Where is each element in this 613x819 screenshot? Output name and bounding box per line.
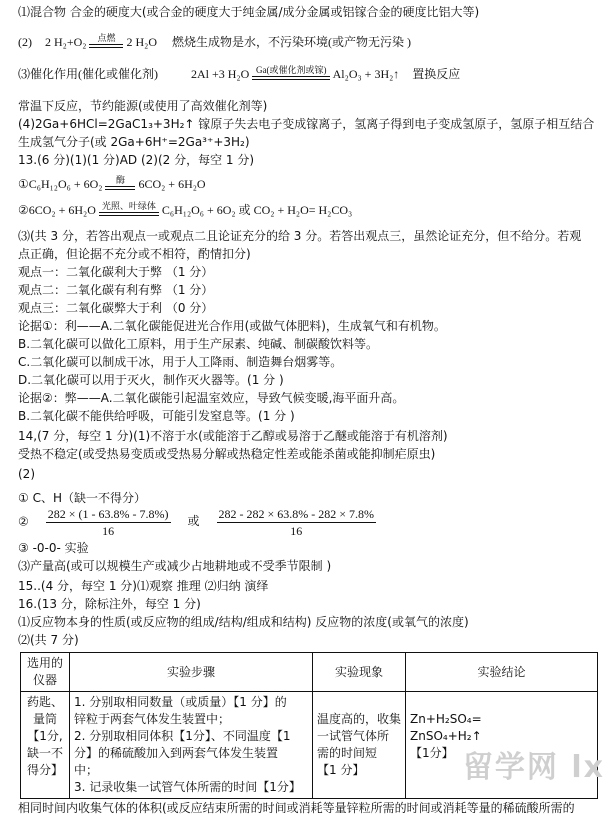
cell-line: 1. 分别取相同数量（或质量）【1 分】的: [74, 695, 287, 709]
line-5: (4)2Ga+6HCl=2GaC1₃+3H₂↑ 镓原子失去电子变成镓离子，氢离子得到电子变成氢原子，氢原子相互结合: [18, 117, 595, 131]
cell-line: 【1分,: [27, 729, 63, 743]
header-conclusion: 实验结论: [406, 653, 598, 692]
cell-line: 量筒: [32, 712, 57, 726]
line-1: ⑴混合物 合金的硬度大(或合金的硬度大于纯金属/成分金属或铝镓合金的硬度比铝大等): [18, 5, 480, 19]
line-22: 受热不稳定(或受热易变质或受热易分解或热稳定性差或能杀菌或能抑制疟原虫): [18, 447, 436, 461]
eq-photo-arrow: [99, 202, 159, 216]
line-8: [18, 176, 607, 192]
cell-line: 中；: [74, 763, 99, 777]
eq-glucose-left: ①C₆H₁₂O₆ + 6O₂: [18, 177, 103, 191]
watermark-logo: 留学网 lx: [462, 750, 605, 785]
line-25-or: 或: [187, 514, 200, 529]
fraction-2: [217, 506, 377, 539]
cell-line: 需的时间短: [317, 746, 378, 760]
fraction-1: [46, 506, 171, 539]
line-4: 常温下反应，节约能源(或使用了高效催化剂等): [18, 99, 268, 113]
line-26: ③ -0-0- 实验: [18, 541, 89, 555]
line-20: B.二氧化碳不能供给呼吸，可能引发窒息等。(1 分 ): [18, 409, 295, 423]
eq-h2-right: 2 H₂O: [126, 35, 157, 49]
line-7: 13.(6 分)(1)(1 分)AD (2)(2 分，每空 1 分): [18, 153, 255, 167]
table-header-row: [21, 653, 598, 692]
line-9: [18, 202, 607, 218]
eq-h2-left: 2 H₂+O₂: [45, 35, 87, 49]
eq-glucose-condition: 酶: [115, 175, 125, 185]
cell-line: ZnSO₄+H₂↑: [410, 729, 482, 743]
eq-al-left: 2Al +3 H₂O: [191, 67, 250, 81]
line-17: C.二氧化碳可以制成干冰，用于人工降雨、制造舞台烟雾等。: [18, 355, 343, 369]
eq-photo-left: ②6CO₂ + 6H₂O: [18, 203, 96, 217]
line-10: ⑶(共 3 分，若答出观点一或观点二且论证充分的给 3 分。若答出观点三，虽然论证充分，但不给分。若观: [18, 229, 582, 243]
cell-line: Zn+H₂SO₄=: [410, 712, 482, 726]
eq-glucose-right: 6CO₂ + 6H₂O: [138, 177, 206, 191]
line-16: B.二氧化碳可以做化工原料，用于生产尿素、纯碱、制碳酸饮料等。: [18, 337, 379, 351]
line-21: 14,(7 分，每空 1 分)(1)不溶于水(或能溶于乙醇或易溶于乙醚或能溶于有机溶剂): [18, 429, 448, 443]
line-29: 16.(13 分，除标注外，每空 1 分): [18, 597, 201, 611]
line-25: [18, 506, 607, 539]
eq-glucose-arrow: [105, 176, 135, 190]
fraction-2-numerator: 282 - 282 × 63.8% - 282 × 7.8%: [218, 507, 375, 521]
cell-line: 2. 分别取相同体积【1分】、不同温度【1: [74, 729, 291, 743]
line-24: ① C、H（缺一不得分）: [18, 491, 146, 505]
line-31: ⑵(共 7 分): [18, 633, 79, 647]
line-28: 15..(4 分，每空 1 分)⑴观察 推理 ⑵归纳 演绎: [18, 579, 269, 593]
fraction-1-denominator: 16: [102, 524, 115, 538]
cell-phenomenon: [313, 692, 406, 799]
line-19: 论据②：弊——A.二氧化碳能引起温室效应，导致气候变暖,海平面升高。: [18, 391, 405, 405]
eq-al-condition: Ga(或催化剂或镓): [256, 65, 327, 75]
line-18: D.二氧化碳可以用于灭火，制作灭火器等。(1 分 ): [18, 373, 284, 387]
cell-line: 得分】: [26, 763, 63, 777]
header-steps: 实验步骤: [70, 653, 313, 692]
line-3-text: 置换反应: [412, 67, 461, 81]
cell-line: 一试管气体所: [317, 729, 390, 743]
eq-al-arrow: [252, 66, 330, 80]
eq-h2-condition: 点燃: [97, 33, 116, 43]
cell-instrument: [21, 692, 70, 799]
line-2: [18, 34, 607, 50]
fraction-2-denominator: 16: [290, 524, 303, 538]
line-27: ⑶产量高(或可以规模生产或减少占地耕地或不受季节限制 ): [18, 559, 332, 573]
cell-line: 【1分】: [410, 746, 454, 760]
cell-line: 【1 分】: [317, 763, 365, 777]
line-6: 生成氢气分子(或 2Ga+6H⁺=2Ga³⁺+3H₂): [18, 135, 250, 149]
line-32: 相同时间内收集气体的体积(或反应结束所需的时间或消耗等量锌粒所需的时间或消耗等量的稀硫酸所需的: [18, 801, 575, 815]
cell-line: 药匙、: [26, 695, 63, 709]
eq-al-right: Al₂O₃ + 3H₂↑: [332, 67, 400, 81]
eq-photo-right: C₆H₁₂O₆ + 6O₂ 或 CO₂ + H₂O= H₂CO₃: [161, 203, 353, 217]
cell-steps: [70, 692, 313, 799]
line-2-text: 燃烧生成物是水，不污染环境(或产物无污染 ): [171, 35, 411, 49]
line-3-lead: ⑶催化作用(催化或催化剂): [18, 67, 158, 81]
line-25-lead: ②: [18, 514, 29, 529]
eq-h2-arrow: [89, 34, 123, 48]
cell-line: 3. 记录收集一试管气体所需的时间【1分】: [74, 780, 301, 794]
line-12: 观点一：二氧化碳利大于弊 （1 分）: [18, 265, 214, 279]
line-13: 观点二：二氧化碳有利有弊 （1 分）: [18, 283, 214, 297]
cell-line: 分】的稀硫酸加入到两套气体发生装置: [74, 746, 279, 760]
line-3: [18, 66, 607, 82]
cell-line: 温度高的，收集: [317, 712, 402, 726]
line-14: 观点三：二氧化碳弊大于利 （0 分）: [18, 301, 214, 315]
eq-photo-condition: 光照、叶绿体: [101, 201, 156, 211]
line-23: (2): [18, 467, 35, 481]
header-instrument: 选用的仪器: [21, 653, 70, 692]
cell-line: 锌粒于两套气体发生装置中；: [74, 712, 231, 726]
fraction-1-numerator: 282 × (1 - 63.8% - 7.8%): [47, 507, 169, 521]
line-11: 点正确，但论据不充分或不相符，酌情扣分): [18, 247, 251, 261]
line-15: 论据①：利——A.二氧化碳能促进光合作用(或做气体肥料)，生成氧气和有机物。: [18, 319, 446, 333]
cell-line: 缺一不: [26, 746, 63, 760]
header-phenomenon: 实验现象: [313, 653, 406, 692]
line-30: ⑴反应物本身的性质(或反应物的组成/结构/组成和结构) 反应物的浓度(或氧气的浓度): [18, 615, 469, 629]
line-2-lead: (2): [18, 35, 32, 49]
